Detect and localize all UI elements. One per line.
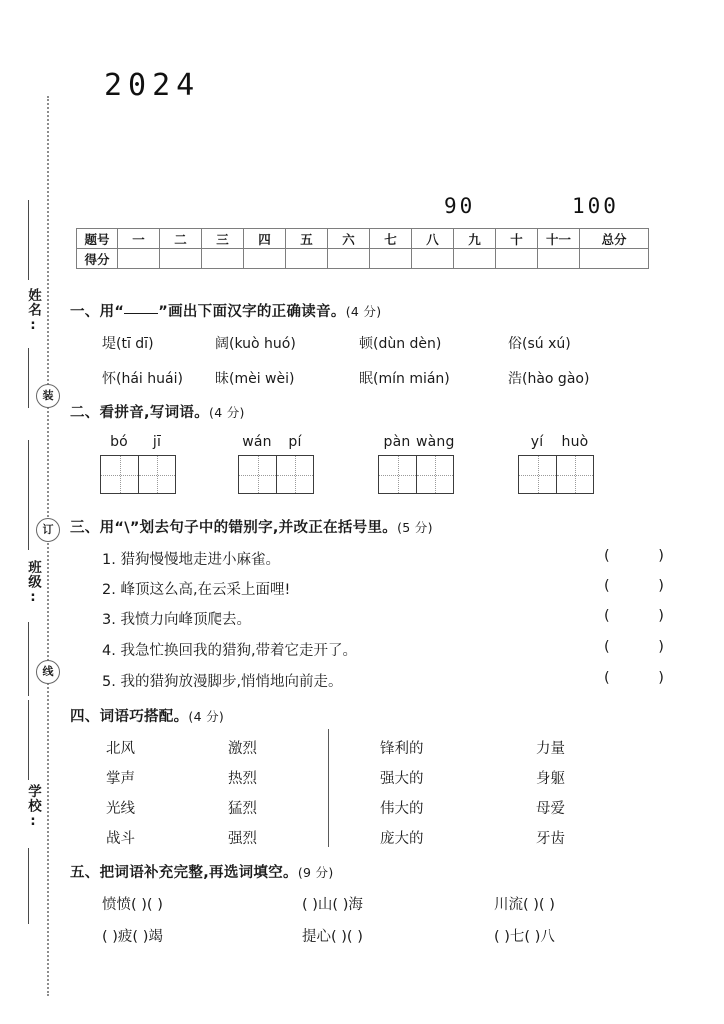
q2-pinyin-4-syllable-2: huò xyxy=(561,434,589,450)
q1-options-7: (mín mián) xyxy=(373,371,450,387)
score-cell-q11[interactable] xyxy=(538,249,580,269)
section-4-points: (4 分) xyxy=(188,709,225,724)
q4-right-col1-item-1[interactable]: 锋利的 xyxy=(380,741,424,757)
score-table xyxy=(76,228,649,269)
q3-answer-bracket-1[interactable]: ( ) xyxy=(604,548,686,564)
score-cell-q7[interactable] xyxy=(370,249,412,269)
q2-writing-box-3[interactable] xyxy=(378,455,454,494)
q2-writing-box-1[interactable] xyxy=(100,455,176,494)
q4-left-col2-item-4[interactable]: 强烈 xyxy=(228,831,257,847)
score-cell-q1[interactable] xyxy=(118,249,160,269)
table-header-q6: 六 xyxy=(328,229,370,249)
section-2-points: (4 分) xyxy=(209,405,245,420)
q2-pinyin-3-syllable-2: wàng xyxy=(416,434,455,450)
q5-idiom-1[interactable]: 愤愤( )( ) xyxy=(102,897,163,913)
sidebar-rule-lower xyxy=(28,700,29,780)
q3-sentence-5[interactable]: 5. 我的猎狗放漫脚步,悄悄地向前走。 xyxy=(102,674,343,690)
section-1-points: (4 分) xyxy=(345,304,382,319)
row-header-question-number: 题号 xyxy=(77,229,118,249)
scan-mark-100: 100 xyxy=(572,194,619,218)
q1-options-5: (hái huái) xyxy=(116,371,183,387)
q3-answer-bracket-2[interactable]: ( ) xyxy=(604,578,686,594)
q1-options-6: (mèi wèi) xyxy=(229,371,295,387)
q5-idiom-2[interactable]: ( )山( )海 xyxy=(302,897,363,913)
q1-options-2: (kuò huó) xyxy=(229,336,296,352)
score-cell-q3[interactable] xyxy=(202,249,244,269)
q2-pinyin-4 xyxy=(518,434,594,450)
table-header-q8: 八 xyxy=(412,229,454,249)
q1-item-1[interactable] xyxy=(102,333,154,353)
section-3-points: (5 分) xyxy=(397,520,433,535)
table-header-q7: 七 xyxy=(370,229,412,249)
q1-char-1: 堤 xyxy=(102,336,116,352)
tianzige-cell[interactable] xyxy=(138,456,175,493)
q3-sentence-3[interactable]: 3. 我愤力向峰顶爬去。 xyxy=(102,612,251,628)
q1-item-6[interactable] xyxy=(215,368,294,388)
tianzige-cell[interactable] xyxy=(379,456,416,493)
q1-options-1: (tī dī) xyxy=(116,336,154,352)
tianzige-cell[interactable] xyxy=(276,456,313,493)
q2-pinyin-3-syllable-1: pàn xyxy=(383,434,411,450)
sidebar-rule-top xyxy=(28,200,29,280)
table-header-q11: 十一 xyxy=(538,229,580,249)
q4-right-col2-item-1[interactable]: 力量 xyxy=(536,741,565,757)
q4-right-col1-item-2[interactable]: 强大的 xyxy=(380,771,424,787)
sidebar-rule-after-name xyxy=(28,348,29,408)
q4-right-col2-item-2[interactable]: 身躯 xyxy=(536,771,565,787)
q2-pinyin-2 xyxy=(238,434,314,450)
table-header-q9: 九 xyxy=(454,229,496,249)
score-cell-q6[interactable] xyxy=(328,249,370,269)
section-5-number: 五、 xyxy=(70,865,100,881)
q5-idiom-4[interactable]: ( )疲( )竭 xyxy=(102,929,163,945)
seal-mark-ding: 订 xyxy=(36,518,60,542)
tianzige-cell[interactable] xyxy=(239,456,276,493)
section-2-heading xyxy=(70,401,245,422)
sidebar-rule-after-class xyxy=(28,622,29,696)
underline-placeholder xyxy=(124,313,158,314)
binding-sidebar xyxy=(0,0,62,1024)
q1-options-3: (dùn dèn) xyxy=(373,336,442,352)
scan-mark-90: 90 xyxy=(444,194,476,218)
score-cell-q9[interactable] xyxy=(454,249,496,269)
section-3-title: 用“\”划去句子中的错别字,并改正在括号里。 xyxy=(99,520,398,536)
section-1-heading xyxy=(70,300,381,321)
tianzige-cell[interactable] xyxy=(416,456,453,493)
score-cell-q10[interactable] xyxy=(496,249,538,269)
q2-writing-box-2[interactable] xyxy=(238,455,314,494)
seal-mark-xian: 线 xyxy=(36,660,60,684)
q2-pinyin-1-syllable-1: bó xyxy=(110,434,128,450)
q2-pinyin-3 xyxy=(378,434,454,450)
section-2-number: 二、 xyxy=(70,405,100,421)
table-header-q1: 一 xyxy=(118,229,160,249)
tianzige-cell[interactable] xyxy=(519,456,556,493)
section-4-number: 四、 xyxy=(70,709,100,725)
sidebar-class-label: 班级: xyxy=(25,560,41,606)
q3-sentence-1[interactable]: 1. 猎狗慢慢地走进小麻雀。 xyxy=(102,552,280,568)
table-row-question-numbers xyxy=(77,229,649,249)
q1-item-7[interactable] xyxy=(359,368,450,388)
q4-right-col1-item-4[interactable]: 庞大的 xyxy=(380,831,424,847)
q3-sentence-4[interactable]: 4. 我急忙换回我的猎狗,带着它走开了。 xyxy=(102,643,358,659)
q4-left-col2-item-3[interactable]: 猛烈 xyxy=(228,801,257,817)
q2-pinyin-2-syllable-2: pí xyxy=(288,434,302,450)
q4-right-col1-item-3[interactable]: 伟大的 xyxy=(380,801,424,817)
q2-writing-box-4[interactable] xyxy=(518,455,594,494)
q5-idiom-5[interactable]: 提心( )( ) xyxy=(302,929,363,945)
section-3-number: 三、 xyxy=(70,520,100,536)
table-row-scores xyxy=(77,249,649,269)
table-header-q10: 十 xyxy=(496,229,538,249)
sidebar-rule-bottom xyxy=(28,848,29,924)
q1-char-6: 昧 xyxy=(215,371,229,387)
section-4-title: 词语巧搭配。 xyxy=(99,709,189,725)
q5-idiom-3[interactable]: 川流( )( ) xyxy=(494,897,555,913)
page-title-year: 2024 xyxy=(104,68,201,103)
section-1-title-suffix: ”画出下面汉字的正确读音。 xyxy=(158,304,346,320)
sidebar-name-label: 姓名: xyxy=(25,288,41,334)
q1-options-4: (sú xú) xyxy=(522,336,571,352)
q4-left-col1-item-1[interactable]: 北风 xyxy=(106,741,135,757)
score-cell-q5[interactable] xyxy=(286,249,328,269)
q1-item-8[interactable] xyxy=(508,368,589,388)
section-1-title-prefix: 用“ xyxy=(99,304,125,320)
q4-group-divider xyxy=(328,729,329,847)
score-cell-q2[interactable] xyxy=(160,249,202,269)
q3-answer-bracket-3[interactable]: ( ) xyxy=(604,608,686,624)
q1-char-5: 怀 xyxy=(102,371,116,387)
table-header-q4: 四 xyxy=(244,229,286,249)
tianzige-cell[interactable] xyxy=(556,456,593,493)
q4-left-col1-item-2[interactable]: 掌声 xyxy=(106,771,135,787)
seal-mark-zhuang: 装 xyxy=(36,384,60,408)
q3-answer-bracket-4[interactable]: ( ) xyxy=(604,639,686,655)
sidebar-rule-mid xyxy=(28,440,29,550)
row-header-score: 得分 xyxy=(77,249,118,269)
score-cell-q8[interactable] xyxy=(412,249,454,269)
q3-sentence-2[interactable]: 2. 峰顶这么高,在云采上面哩! xyxy=(102,582,291,598)
q2-pinyin-1 xyxy=(100,434,176,450)
q4-left-col2-item-2[interactable]: 热烈 xyxy=(228,771,257,787)
q1-char-8: 浩 xyxy=(508,371,522,387)
score-cell-total[interactable] xyxy=(580,249,649,269)
table-header-q2: 二 xyxy=(160,229,202,249)
q2-pinyin-2-syllable-1: wán xyxy=(242,434,272,450)
section-3-heading xyxy=(70,516,433,537)
section-1-number: 一、 xyxy=(70,304,100,320)
section-2-title: 看拼音,写词语。 xyxy=(99,405,210,421)
sidebar-school-label: 学校: xyxy=(25,784,41,830)
table-header-total: 总分 xyxy=(580,229,649,249)
section-5-heading xyxy=(70,861,334,882)
q3-answer-bracket-5[interactable]: ( ) xyxy=(604,670,686,686)
score-cell-q4[interactable] xyxy=(244,249,286,269)
exam-sheet xyxy=(62,0,724,1024)
q1-item-3[interactable] xyxy=(359,333,441,353)
table-header-q5: 五 xyxy=(286,229,328,249)
q1-item-2[interactable] xyxy=(215,333,296,353)
q2-pinyin-4-syllable-1: yí xyxy=(530,434,544,450)
q1-char-3: 顿 xyxy=(359,336,373,352)
q4-left-col1-item-3[interactable]: 光线 xyxy=(106,801,135,817)
q2-pinyin-1-syllable-2: jī xyxy=(152,434,162,450)
section-4-heading xyxy=(70,705,224,726)
tianzige-cell[interactable] xyxy=(101,456,138,493)
q4-left-col1-item-4[interactable]: 战斗 xyxy=(106,831,135,847)
section-5-title: 把词语补充完整,再选词填空。 xyxy=(99,865,298,881)
q4-right-col2-item-3[interactable]: 母爱 xyxy=(536,801,565,817)
q5-idiom-6[interactable]: ( )七( )八 xyxy=(494,929,555,945)
section-5-points: (9 分) xyxy=(297,865,334,880)
q1-item-4[interactable] xyxy=(508,333,571,353)
q1-char-2: 阔 xyxy=(215,336,229,352)
q1-char-4: 俗 xyxy=(508,336,522,352)
perforation-dashed-line xyxy=(47,96,49,996)
q1-item-5[interactable] xyxy=(102,368,183,388)
table-header-q3: 三 xyxy=(202,229,244,249)
q1-char-7: 眠 xyxy=(359,371,373,387)
q4-right-col2-item-4[interactable]: 牙齿 xyxy=(536,831,565,847)
q4-left-col2-item-1[interactable]: 激烈 xyxy=(228,741,257,757)
q1-options-8: (hào gào) xyxy=(522,371,590,387)
